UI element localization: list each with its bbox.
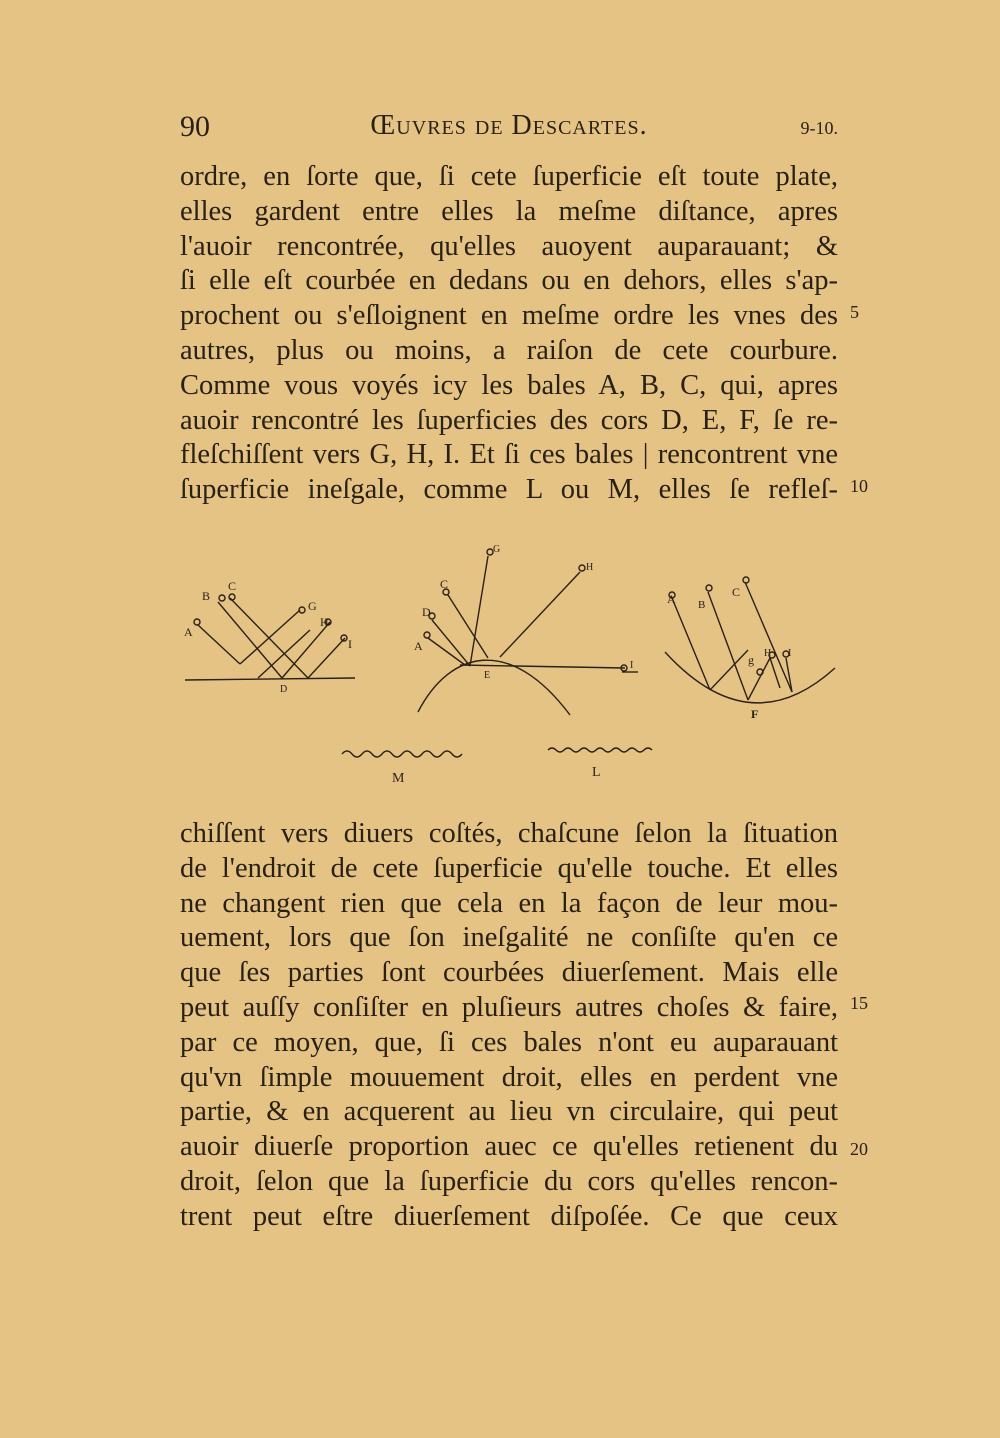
figure-label: I [348,637,352,651]
surface-label-l: L [592,765,601,780]
page-number: 90 [180,110,210,143]
line-number: 10 [850,476,868,496]
figure-label: E [484,670,491,681]
text-line: ordre, en ſorte que, ſi cete ſuperficie eſt toute plate, [180,161,838,192]
text-line: par ce moyen, que, ſi ces bales n'ont eu auparauant [180,1026,838,1058]
figure-label: B [202,589,211,603]
figure-label: F [751,707,759,721]
text-line: ſi elle eſt courbée en dedans ou en dehors, elles s'ap- [180,265,838,297]
surface-label-m: M [392,771,405,786]
figure-label: D [422,605,431,619]
text-line: auoir rencontré les ſuperficies des cors D, E, F, ſe re- [180,404,838,436]
text-line: que ſes parties ſont courbées diuerſement. Mais elle [180,957,838,989]
text-line: autres, plus ou moins, a raiſon de cete courbure. [180,334,838,366]
figure-label: A [414,639,423,653]
wavy-surface-m [342,751,462,757]
figure-label: H [320,615,329,629]
text-line: uement, lors que ſon ineſgalité ne conſiſte qu'en ce [180,922,838,954]
wavy-surface-l [548,748,652,752]
figure-label: H [764,648,772,659]
paragraph-top [180,160,838,508]
figure-label: A [667,592,676,606]
text-line: chiſſent vers diuers coſtés, chaſcune ſelon la ſituation [180,818,838,849]
paragraph-bottom [180,817,838,1235]
text-line: partie, & en acquerent au lieu vn circulaire, qui peut [180,1096,838,1128]
text-line: peut auſſy conſiſter en pluſieurs autres choſes & faire, [180,991,838,1023]
text-line: Comme vous voyés icy les bales A, B, C, qui, apres [180,369,838,401]
figure-label: C [732,585,741,599]
text-line: fleſchiſſent vers G, H, I. Et ſi ces bales | rencontrent vne [180,439,838,471]
ray-line [198,625,240,664]
figure-label: I [630,660,634,671]
figure-label: C [440,577,449,591]
text-line: qu'vn ſimple mouuement droit, elles en perdent vne [180,1061,838,1093]
text-line: de l'endroit de cete ſuperficie qu'elle touche. Et elles [180,852,838,884]
figure-label: G [308,599,317,613]
figure-label: H [586,562,594,573]
text-line: prochent ou s'eſloignent en meſme ordre les vnes des [180,300,838,332]
text-line: ſuperficie ineſgale, comme L ou M, elles ſe refleſ- [180,474,838,506]
figure-label: C [228,579,237,593]
text-line: droit, ſelon que la ſuperficie du cors qu'elles rencon- [180,1165,838,1197]
text-line: auoir diuerſe proportion auec ce qu'elles retienent du [180,1131,838,1163]
line-number: 20 [850,1139,868,1159]
page-reference: 9-10. [800,118,838,138]
figure-label: A [184,625,193,639]
running-title: Œuvres de Descartes. [370,110,648,141]
figure-label: g [748,653,754,667]
flat-surface-line [185,678,355,680]
line-number: 5 [850,302,859,322]
text-line: l'auoir rencontrée, qu'elles auoyent auparauant; & [180,230,838,262]
convex-surface-curve [418,660,570,715]
text-line: elles gardent entre elles la meſme diſtance, apres [180,195,838,227]
line-number: 15 [850,993,868,1013]
running-header [180,110,838,146]
figure-label: B [698,599,706,611]
figure-label: D [280,684,288,695]
figure-label: I [788,648,792,659]
text-line: ne changent rien que cela en la façon de leur mou- [180,887,838,919]
text-line: trent peut eſtre diuerſement diſpoſée. Ce que ceux [180,1200,838,1232]
figure-label: G [493,544,501,555]
reflection-figure [170,540,850,800]
